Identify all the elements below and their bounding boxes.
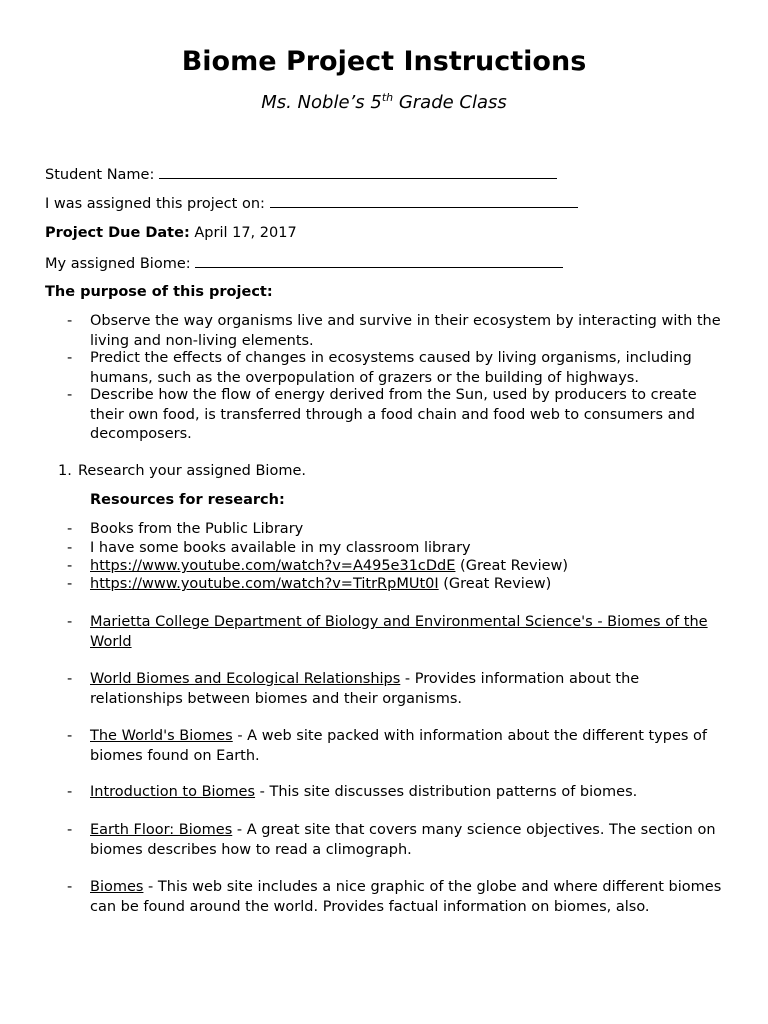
bullet-dash: - bbox=[67, 671, 73, 687]
subtitle-main: Ms. Noble’s 5 bbox=[261, 92, 382, 113]
bullet-dash: - bbox=[67, 387, 73, 403]
due-date-value: April 17, 2017 bbox=[189, 225, 297, 241]
due-date-row bbox=[45, 223, 297, 243]
intro-biomes-desc: - This site discusses distribution patterns of biomes. bbox=[255, 784, 638, 800]
resource-text: I have some books available in my classroom library bbox=[90, 540, 471, 556]
bullet-dash: - bbox=[67, 521, 73, 537]
due-date-label: Project Due Date: bbox=[45, 225, 190, 241]
bullet-dash: - bbox=[67, 350, 73, 366]
page-title: Biome Project Instructions bbox=[181, 46, 587, 77]
purpose-item-text: Describe how the flow of energy derived from the Sun, used by producers to create their own food, is transferred through a food chain and food web to consumers and decomposers. bbox=[90, 387, 697, 442]
purpose-item-text: Predict the effects of changes in ecosystems caused by living organisms, including humans, such as the overpopulation of grazers or the building of highways. bbox=[90, 350, 692, 386]
bullet-dash: - bbox=[67, 879, 73, 895]
youtube-note-1: (Great Review) bbox=[455, 558, 569, 574]
bullet-dash: - bbox=[67, 576, 73, 592]
bullet-dash: - bbox=[67, 540, 73, 556]
worlds-biomes-link[interactable]: The World's Biomes bbox=[90, 728, 233, 744]
biomes-desc: - This web site includes a nice graphic of the globe and where different biomes can be found around the world. Provides factual information on biomes, also. bbox=[90, 879, 722, 915]
earth-floor-desc: - A great site that covers many science objectives. The section on biomes describes how to read a climograph. bbox=[90, 822, 716, 858]
earth-floor-link[interactable]: Earth Floor: Biomes bbox=[90, 822, 233, 838]
assigned-on-label: I was assigned this project on: bbox=[45, 196, 265, 212]
step-number: 1. bbox=[58, 463, 72, 479]
biomes-link[interactable]: Biomes bbox=[90, 879, 144, 895]
youtube-link-1[interactable]: https://www.youtube.com/watch?v=A495e31cDdE bbox=[90, 558, 456, 574]
bullet-dash: - bbox=[67, 822, 73, 838]
bullet-dash: - bbox=[67, 614, 73, 630]
bullet-dash: - bbox=[67, 784, 73, 800]
youtube-link-2[interactable]: https://www.youtube.com/watch?v=TitrRpMUt0I bbox=[90, 576, 439, 592]
bullet-dash: - bbox=[67, 313, 73, 329]
subtitle-end: Grade Class bbox=[393, 92, 507, 113]
purpose-item-text: Observe the way organisms live and survive in their ecosystem by interacting with the living and non-living elements. bbox=[90, 313, 721, 349]
world-biomes-link[interactable]: World Biomes and Ecological Relationships bbox=[90, 671, 401, 687]
subtitle-superscript: th bbox=[381, 91, 394, 104]
worlds-biomes-desc: - A web site packed with information about the different types of biomes found on Earth. bbox=[90, 728, 708, 764]
student-name-row bbox=[45, 164, 557, 185]
biome-row bbox=[45, 253, 563, 274]
biome-label: My assigned Biome: bbox=[45, 256, 191, 272]
bullet-dash: - bbox=[67, 728, 73, 744]
marietta-link[interactable]: Marietta College Department of Biology and Environmental Science's - Biomes of the World bbox=[90, 614, 708, 650]
biome-blank[interactable] bbox=[195, 253, 563, 268]
student-name-label: Student Name: bbox=[45, 167, 155, 183]
step-text: Research your assigned Biome. bbox=[78, 463, 306, 479]
bullet-dash: - bbox=[67, 558, 73, 574]
student-name-blank[interactable] bbox=[159, 164, 557, 179]
resource-text: Books from the Public Library bbox=[90, 521, 304, 537]
assigned-on-row bbox=[45, 193, 578, 214]
intro-biomes-link[interactable]: Introduction to Biomes bbox=[90, 784, 256, 800]
page-subtitle bbox=[0, 90, 768, 116]
resources-heading: Resources for research: bbox=[90, 492, 285, 508]
purpose-heading: The purpose of this project: bbox=[45, 284, 273, 300]
youtube-note-2: (Great Review) bbox=[438, 576, 552, 592]
world-biomes-desc: - Provides information about the relationships between biomes and their organisms. bbox=[90, 671, 640, 707]
step-1 bbox=[58, 461, 306, 481]
assigned-on-blank[interactable] bbox=[270, 193, 578, 208]
